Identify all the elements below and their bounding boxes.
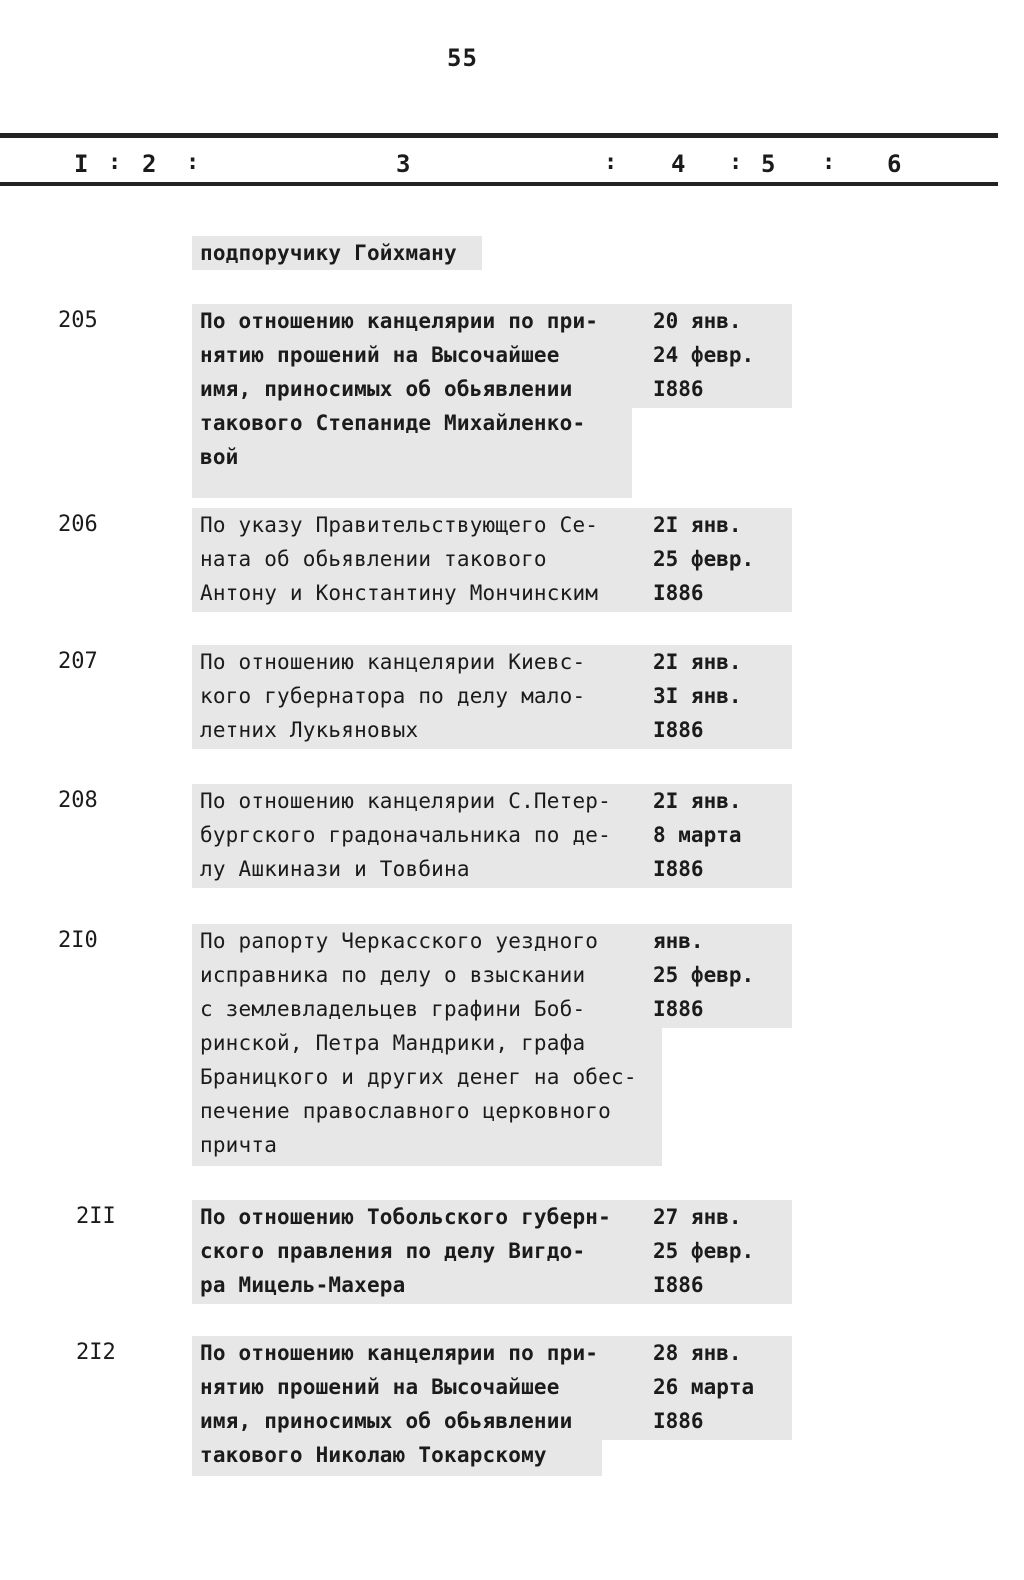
entry-number: 206 [58,512,98,537]
header-separator: : [108,150,122,175]
header-separator: : [186,150,200,175]
entry-number: 2I0 [58,928,98,953]
page-number: 55 [447,44,478,72]
header-col-6: 6 [887,150,902,178]
continuation-line: подпоручику Гойхману [200,241,457,265]
entry-text: По отношению канцелярии Киевс- кого губернатора по делу мало- летних Лукьяновых [200,650,586,742]
entry-text: По отношению Тобольского губерн- ского правления по делу Вигдо- ра Мицель-Махера [200,1205,611,1297]
header-separator: : [729,150,743,175]
entry-text: По отношению канцелярии по при- нятию прошений на Высочайшее имя, приносимых об обьявлении такового Степаниде Михайленко- вой [200,309,599,469]
header-col-1: I [74,150,89,178]
header-rule-top [0,133,998,138]
entry-dates: 20 янв. 24 февр. I886 [653,309,755,401]
entry-dates: 2I янв. 3I янв. I886 [653,650,742,742]
entry-dates: 2I янв. 8 марта I886 [653,789,742,881]
header-col-3: 3 [396,150,411,178]
entry-dates: янв. 25 февр. I886 [653,929,755,1021]
header-separator: : [822,150,836,175]
header-col-2: 2 [142,150,157,178]
entry-text: По рапорту Черкасского уездного исправника по делу о взыскании с землевладельцев графини Боб- ринской, Петра Мандрики, графа Браницкого и других денег на обес- печение православного церковного причта [200,929,637,1157]
header-col-5: 5 [761,150,776,178]
header-rule-bottom [0,182,998,186]
header-separator: : [604,150,618,175]
entry-dates: 28 янв. 26 марта I886 [653,1341,755,1433]
header-col-4: 4 [671,150,686,178]
entry-number: 2II [76,1204,116,1229]
entry-text: По отношению канцелярии по при- нятию прошений на Высочайшее имя, приносимых об обьявлении такового Николаю Токарскому [200,1341,599,1467]
entry-dates: 2I янв. 25 февр. I886 [653,513,755,605]
entry-number: 205 [58,308,98,333]
entry-text: По отношению канцелярии С.Петер- бургского градоначальника по де- лу Ашкинази и Товбина [200,789,611,881]
entry-number: 207 [58,649,98,674]
entry-number: 2I2 [76,1340,116,1365]
entry-dates: 27 янв. 25 февр. I886 [653,1205,755,1297]
entry-text: По указу Правительствующего Се- ната об обьявлении такового Антону и Константину Мончинским [200,513,599,605]
entry-number: 208 [58,788,98,813]
